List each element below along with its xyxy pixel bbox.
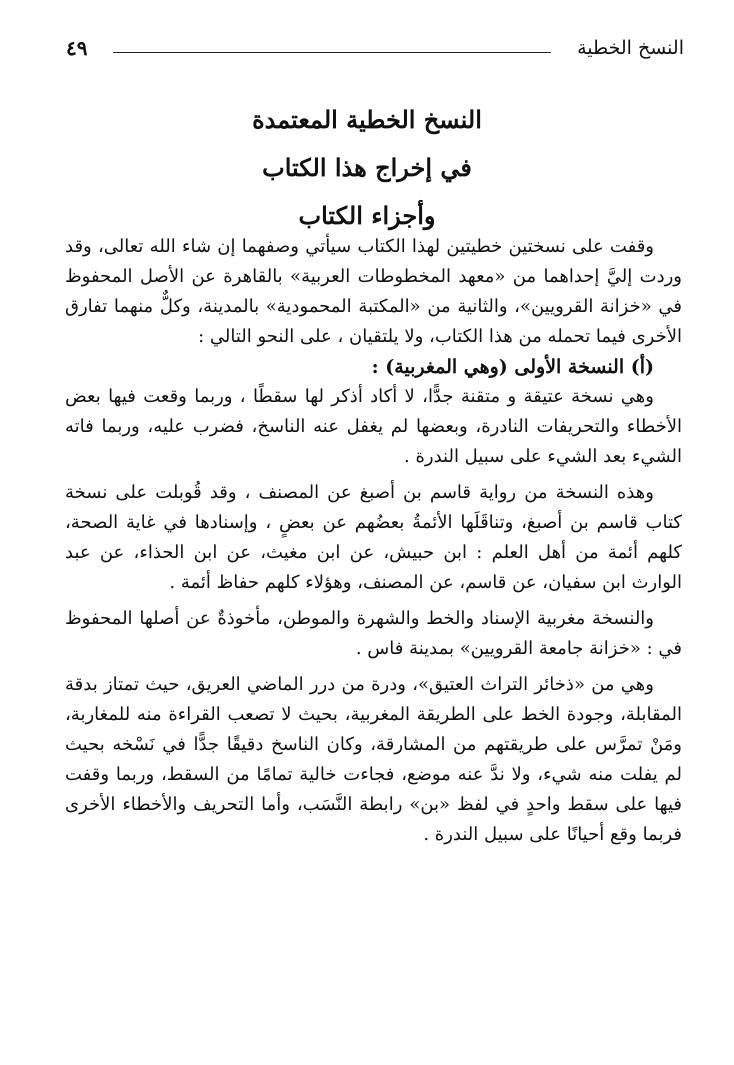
- chapter-title: [0, 96, 734, 240]
- paragraph-3: والنسخة مغربية الإسناد والخط والشهرة والموطن، مأخوذةٌ عن أصلها المحفوظ في : «خزانة جامعة القرويين» بمدينة فاس .: [65, 608, 682, 659]
- paragraph-4: وهي من «ذخائر التراث العتيق»، ودرة من درر الماضي العريق، حيث تمتاز بدقة المقابلة، وجودة الخط على الطريقة المغربية، بحيث لا تصعب القراءة منه للمغاربة، ومَنْ تمرَّس على طريقتهم من المشارقة، وكان الناسخ دقيقًا جدًّا في نَسْخه بحيث لم يفلت منه شيء، ولا ندَّ عنه موضع، فجاءت خالية تمامًا من السقط، وربما وقفت فيها على سقط واحدٍ في لفظ «بن» رابطة النَّسَب، وأما التحريف والأخطاء الأخرى فربما وقع أحيانًا على سبيل الندرة .: [65, 674, 682, 845]
- paragraph-1: وهي نسخة عتيقة و متقنة جدًّا، لا أكاد أذكر لها سقطًا ، وربما وقعت فيها بعض الأخطاء والتحريفات النادرة، وبعضها لم يغفل عنه الناسخ، فضرب عليه، وربما فاته الشيء بعد الشيء على سبيل الندرة .: [65, 386, 682, 467]
- running-header: [66, 32, 684, 64]
- header-rule: [113, 52, 551, 53]
- paragraph-intro: وقفت على نسختين خطيتين لهذا الكتاب سيأتي وصفهما إن شاء الله تعالى، وقد وردت إليَّ إحداهما من «معهد المخطوطات العربية» بالقاهرة عن الأصل المحفوظ في «خزانة القرويين»، والثانية من «المكتبة المحمودية» بالمدينة، وكلٌّ منهما تفارق الأخرى فيما تحمله من هذا الكتاب، ولا يلتقيان ، على النحو التالي :: [65, 236, 682, 347]
- running-title: النسخ الخطية: [577, 36, 684, 59]
- paragraph-2: وهذه النسخة من رواية قاسم بن أصبغ عن المصنف ، وقد قُوبلت على نسخة كتاب قاسم بن أصبغ، وتناقَلَها الأئمةُ بعضُهم عن بعضٍ ، وإسنادها في غاية الصحة، كلهم أئمة من أهل العلم : ابن حبيش، عن ابن مغيث، عن ابن الحذاء، عن عبد الوارث ابن سفيان، عن قاسم، عن المصنف، وهؤلاء كلهم حفاظ أئمة .: [65, 482, 682, 593]
- subheading-manuscript-a: (أ) النسخة الأولى (وهي المغربية) :: [371, 356, 654, 378]
- body-text: [65, 232, 682, 850]
- page-number: ٤٩: [66, 36, 88, 60]
- title-line-3: وأجزاء الكتاب: [298, 201, 436, 230]
- title-line-2: في إخراج هذا الكتاب: [262, 153, 472, 182]
- title-line-1: النسخ الخطية المعتمدة: [252, 105, 482, 134]
